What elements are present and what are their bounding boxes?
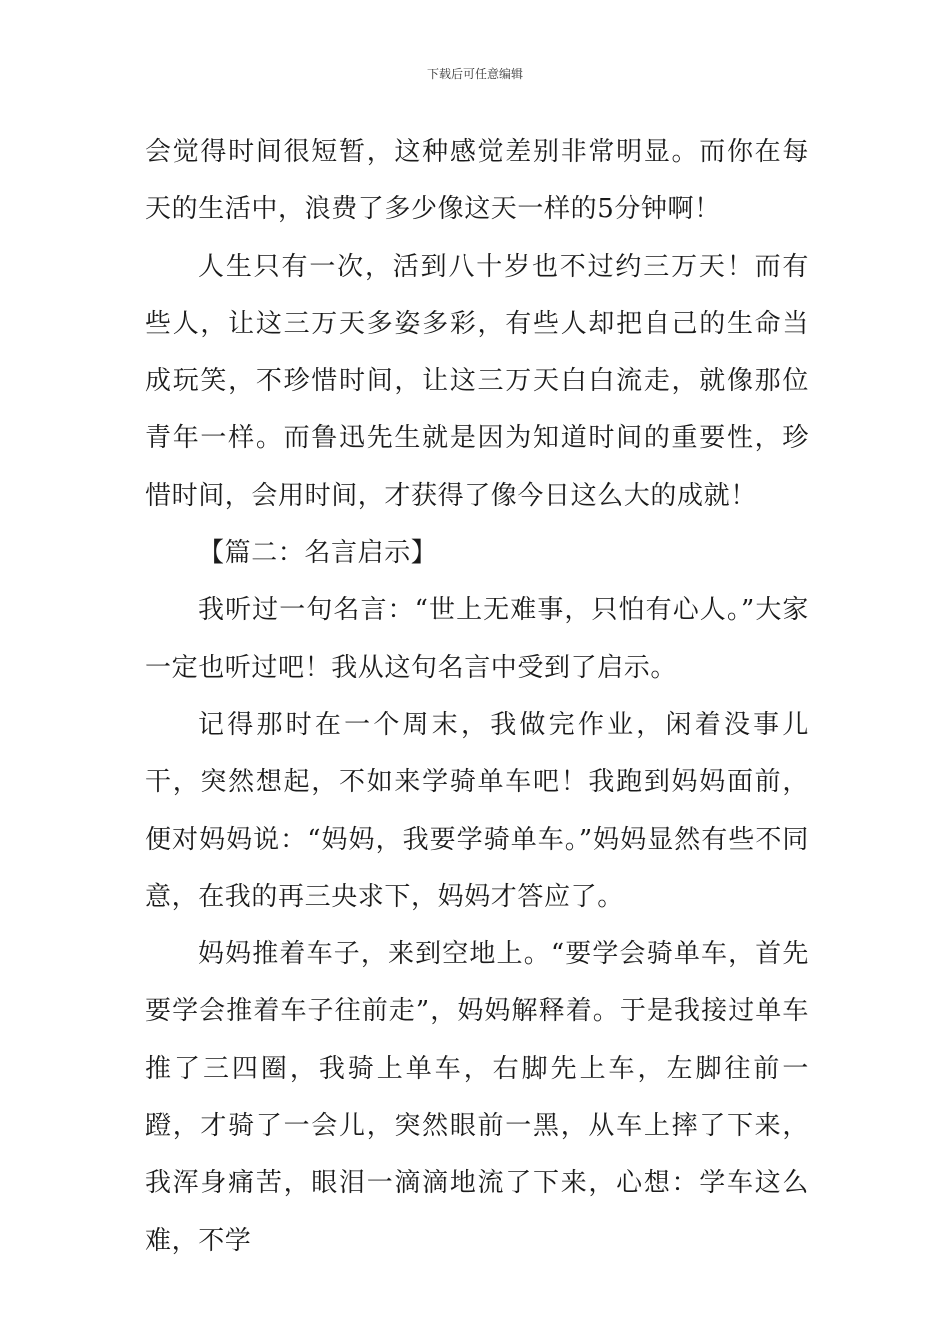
paragraph: 人生只有一次，活到八十岁也不过约三万天！而有些人，让这三万天多姿多彩，有些人却把自己的生命当成玩笑，不珍惜时间，让这三万天白白流走，就像那位青年一样。而鲁迅先生就是因为知道时间的重要性，珍惜时间，会用时间，才获得了像今日这么大的成就！ xyxy=(145,251,809,511)
paragraph: 妈妈推着车子，来到空地上。“要学会骑单车，首先要学会推着车子往前走”，妈妈解释着。于是我接过单车推了三四圈，我骑上单车，右脚先上车，左脚往前一蹬，才骑了一会儿，突然眼前一黑，从车上摔了下来，我浑身痛苦，眼泪一滴滴地流了下来，心想：学车这么难，不学 xyxy=(145,939,809,1256)
document-body xyxy=(145,124,809,1270)
section-heading: 【篇二：名言启示】 xyxy=(198,538,438,569)
paragraph: 我听过一句名言：“世上无难事，只怕有心人。”大家一定也听过吧！我从这句名言中受到了启示。 xyxy=(145,595,810,683)
paragraph: 记得那时在一个周末，我做完作业，闲着没事儿干，突然想起，不如来学骑单车吧！我跑到妈妈面前，便对妈妈说：“妈妈，我要学骑单车。”妈妈显然有些不同意，在我的再三央求下，妈妈才答应了。 xyxy=(145,709,809,912)
paragraph: 会觉得时间很短暂，这种感觉差别非常明显。而你在每天的生活中，浪费了多少像这天一样的5分钟啊！ xyxy=(145,137,809,225)
page-header: 下载后可任意编辑 xyxy=(426,67,523,81)
